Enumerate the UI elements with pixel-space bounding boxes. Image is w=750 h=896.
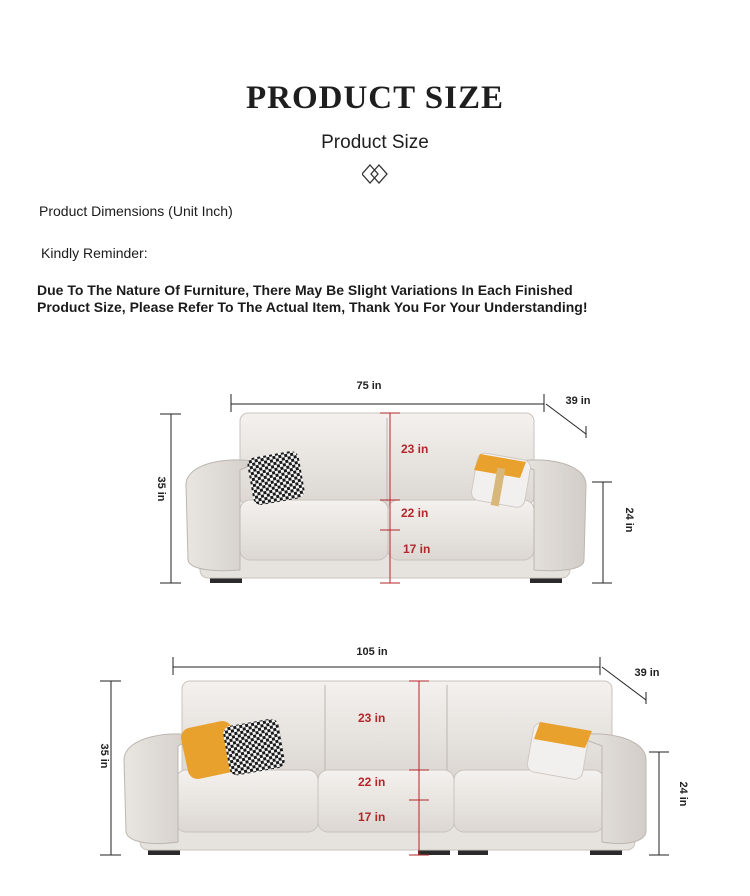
seat-cushion <box>318 770 454 832</box>
notice-line-1: Due To The Nature Of Furniture, There May Be Slight Variations In Each Finished <box>37 282 573 298</box>
seat-cushion <box>176 770 318 832</box>
seat-depth-label: 22 in <box>401 506 429 520</box>
houndstooth-pillow <box>246 450 306 506</box>
width-label: 75 in <box>356 380 382 392</box>
seat-height-label: 17 in <box>358 810 386 824</box>
page-title: PRODUCT SIZE <box>245 80 505 116</box>
depth-label: 39 in <box>565 395 591 407</box>
arm-height-label: 24 in <box>677 781 689 807</box>
width-label: 105 in <box>356 646 388 658</box>
sofa-large-diagram <box>98 646 689 855</box>
dimensions-heading: Product Dimensions (Unit Inch) <box>39 203 233 219</box>
arm-height-label: 24 in <box>623 507 635 533</box>
reminder-heading: Kindly Reminder: <box>41 245 148 261</box>
sofa-small-diagram <box>155 380 635 583</box>
page-subtitle: Product Size <box>321 132 429 153</box>
seat-cushion <box>454 770 604 832</box>
height-label: 35 in <box>98 743 110 769</box>
seat-depth-label: 22 in <box>358 775 386 789</box>
seat-cushion <box>240 500 388 560</box>
seat-height-label: 17 in <box>403 542 431 556</box>
depth-label: 39 in <box>634 667 660 679</box>
notice-line-2: Product Size, Please Refer To The Actual Item, Thank You For Your Understanding! <box>37 299 588 315</box>
houndstooth-pillow <box>222 718 286 777</box>
back-height-label: 23 in <box>401 442 429 456</box>
back-height-label: 23 in <box>358 711 386 725</box>
height-label: 35 in <box>155 476 167 502</box>
